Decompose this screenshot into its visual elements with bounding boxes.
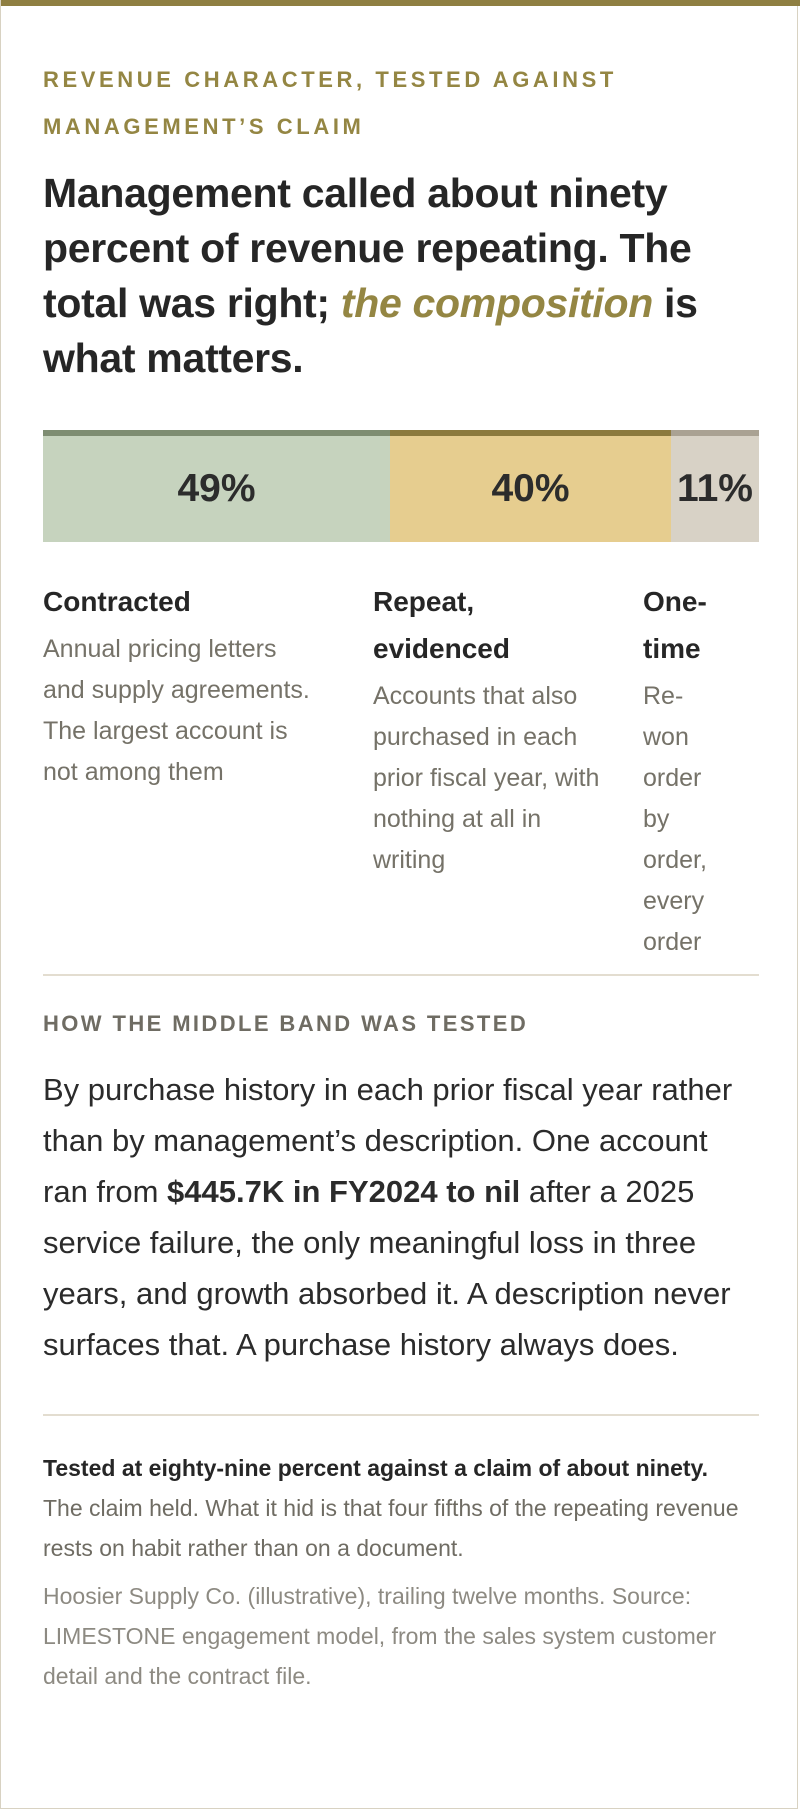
legend-contracted	[43, 578, 315, 793]
footer-note: The claim held. What it hid is that four fifths of the repeating revenue rests on habit rather than on a document.	[43, 1495, 739, 1561]
headline-tail: is what matters.	[43, 280, 698, 381]
legend-title-onetime: One-time	[643, 586, 707, 664]
method-body	[43, 1064, 759, 1370]
footer-source: Hoosier Supply Co. (illustrative), trailing twelve months. Source: LIMESTONE engagement model, from the sales system customer detail and the contract file.	[43, 1583, 717, 1689]
headline	[43, 166, 759, 386]
bar-segment-contracted	[43, 430, 390, 542]
method-body-text: By purchase history in each prior fiscal year rather than by management’s description. One account ran from	[43, 1072, 733, 1209]
revenue-composition-bar	[43, 430, 759, 542]
method-body-tail: after a 2025 service failure, the only meaningful loss in three years, and growth absorbed it. A description never surfaces that. A purchase history always does.	[43, 1174, 731, 1362]
bar-label-contracted: 49%	[177, 467, 256, 510]
eyebrow	[43, 56, 759, 150]
legend-repeat	[373, 578, 605, 881]
bar-label-repeat: 40%	[491, 467, 570, 510]
bar-segment-repeat	[390, 430, 671, 542]
legend-desc-repeat: Accounts that also purchased in each prior fiscal year, with nothing at all in writing	[373, 682, 600, 874]
footer-divider	[43, 1414, 759, 1416]
headline-accent: the composition	[340, 280, 653, 326]
eyebrow-line-1: REVENUE CHARACTER, TESTED AGAINST	[43, 67, 617, 92]
bar-label-onetime: 11%	[677, 467, 753, 510]
footer-finding: Tested at eighty-nine percent against a claim of about ninety.	[43, 1455, 708, 1481]
legend-title-repeat: Repeat, evidenced	[373, 586, 510, 664]
legend-desc-onetime: Re-won order by order, every order	[643, 682, 707, 956]
legend-title-contracted: Contracted	[43, 586, 191, 617]
bar-segment-onetime	[671, 430, 759, 542]
method-body-emphasis: $445.7K in FY2024 to nil	[167, 1174, 521, 1209]
legend-desc-contracted: Annual pricing letters and supply agreements. The largest account is not among them	[43, 635, 310, 786]
bar-legend	[43, 578, 759, 974]
legend-onetime	[643, 578, 723, 963]
section-divider	[43, 974, 759, 976]
top-rule	[1, 0, 800, 6]
method-label: HOW THE MIDDLE BAND WAS TESTED	[43, 1011, 529, 1036]
exhibit-content	[43, 56, 759, 1696]
headline-text: Management called about ninety percent of revenue repeating. The total was right;	[43, 170, 692, 326]
eyebrow-line-2: MANAGEMENT’S CLAIM	[43, 114, 365, 139]
